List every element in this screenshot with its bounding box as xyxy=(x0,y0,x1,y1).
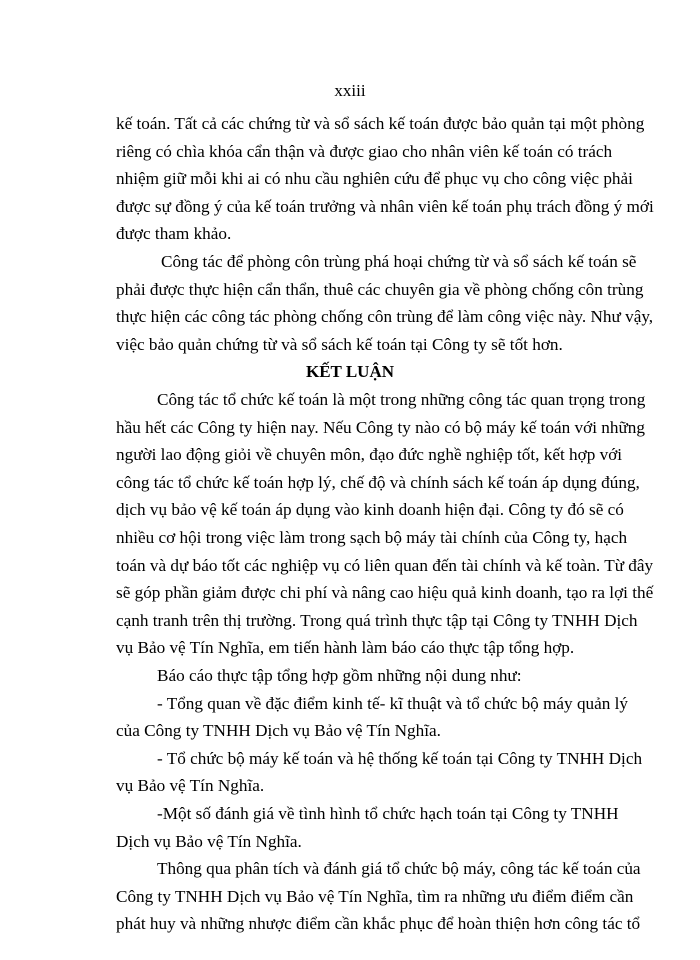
text-line: Thông qua phân tích và đánh giá tổ chức bộ máy, công tác kế toán của xyxy=(157,859,641,879)
text-line: vụ Bảo vệ Tín Nghĩa. xyxy=(116,776,265,796)
text-line: thực hiện các công tác phòng chống côn trùng để làm công việc này. Như vậy, xyxy=(116,307,654,327)
text-line: Công tác để phòng côn trùng phá hoại chứng từ và sổ sách kế toán sẽ xyxy=(161,252,637,271)
text-line: công tác tổ chức kế toán hợp lý, chế độ và chính sách kế toán áp dụng đúng, xyxy=(116,472,640,492)
list-item: -Một số đánh giá về tình hình tổ chức hạch toán tại Công ty TNHH xyxy=(157,804,619,823)
page-number: xxiii xyxy=(334,81,366,100)
list-item: - Tổng quan về đặc điểm kinh tế- kĩ thuật và tổ chức bộ máy quản lý xyxy=(157,693,629,713)
text-line: của Công ty TNHH Dịch vụ Bảo vệ Tín Nghĩa. xyxy=(116,721,441,741)
text-line: sẽ góp phần giảm được chi phí và nâng cao hiệu quả kinh doanh, tạo ra lợi thế xyxy=(116,583,654,603)
text-line: nhiệm giữ mỗi khi ai có nhu cầu nghiên cứu để phục vụ cho công việc phải xyxy=(116,169,633,189)
text-line: cạnh tranh trên thị trường. Trong quá trình thực tập tại Công ty TNHH Dịch xyxy=(116,610,638,630)
text-line: nhiều cơ hội trong việc làm trong sạch bộ máy tài chính của Công ty, hạch xyxy=(116,528,628,547)
text-line: phải được thực hiện cẩn thẩn, thuê các chuyên gia về phòng chống côn trùng xyxy=(116,279,644,299)
text-line: vụ Bảo vệ Tín Nghĩa, em tiến hành làm báo cáo thực tập tổng hợp. xyxy=(116,638,575,658)
text-line: được sự đồng ý của kế toán trưởng và nhân viên kế toán phụ trách đồng ý mới xyxy=(116,196,654,216)
text-line: Dịch vụ Bảo vệ Tín Nghĩa. xyxy=(116,831,302,851)
text-line: Báo cáo thực tập tổng hợp gồm những nội dung như: xyxy=(157,666,522,685)
text-line: hầu hết các Công ty hiện nay. Nếu Công ty nào có bộ máy kế toán với những xyxy=(116,417,645,437)
section-heading: KẾT LUẬN xyxy=(305,362,394,382)
text-line: Công ty TNHH Dịch vụ Bảo vệ Tín Nghĩa, tìm ra những ưu điểm điểm cần xyxy=(116,886,634,906)
text-line: toán và dự báo tốt các nghiệp vụ có liên quan đến tài chính và kế toàn. Từ đây xyxy=(116,555,654,575)
text-line: được tham khảo. xyxy=(116,224,232,244)
text-line: riêng có chìa khóa cẩn thận và được giao cho nhân viên kế toán có trách xyxy=(116,141,613,161)
text-line: Công tác tổ chức kế toán là một trong những công tác quan trọng trong xyxy=(157,390,646,409)
text-line: phát huy và những nhược điểm cần khắc phục để hoàn thiện hơn công tác tổ xyxy=(116,914,641,934)
text-line: người lao động giỏi về chuyên môn, đạo đức nghề nghiệp tốt, kết hợp với xyxy=(116,445,623,465)
text-line: kế toán. Tất cả các chứng từ và sổ sách kế toán được bảo quản tại một phòng xyxy=(116,114,645,133)
list-item: - Tổ chức bộ máy kế toán và hệ thống kế toán tại Công ty TNHH Dịch xyxy=(157,748,643,768)
text-line: việc bảo quản chứng từ và sổ sách kế toán tại Công ty sẽ tốt hơn. xyxy=(116,334,563,354)
text-line: dịch vụ bảo vệ kế toán áp dụng vào kinh doanh hiện đại. Công ty đó sẽ có xyxy=(116,500,624,520)
